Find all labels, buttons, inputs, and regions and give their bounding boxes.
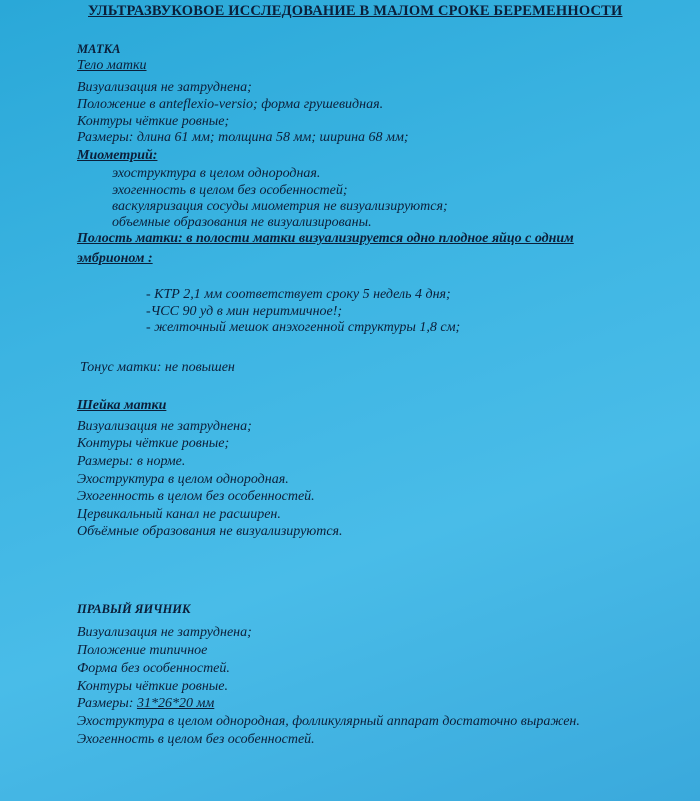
right-ovary-line: Положение типичное (77, 643, 208, 658)
uterus-body-heading: Тело матки (77, 58, 147, 73)
uterus-contours: Контуры чёткие ровные; (77, 114, 230, 129)
right-ovary-heading: ПРАВЫЙ ЯИЧНИК (77, 602, 191, 616)
uterus-position: Положение в anteflexio-versio; форма грушевидная. (77, 97, 384, 112)
cervix-line: Эхоструктура в целом однородная. (77, 472, 289, 487)
right-ovary-line: Форма без особенностей. (77, 661, 230, 676)
uterine-tone: Тонус матки: не повышен (80, 360, 235, 375)
myometrium-line: васкуляризация сосуды миометрия не визуализируются; (112, 199, 448, 214)
uterine-cavity-line-1: Полость матки: в полости матки визуализируется одно плодное яйцо с одним (77, 231, 574, 246)
uterus-heading: МАТКА (77, 42, 121, 56)
right-ovary-line: Контуры чёткие ровные. (77, 679, 228, 694)
right-ovary-line: Визуализация не затруднена; (77, 625, 252, 640)
right-ovary-size (77, 696, 214, 712)
cervix-line: Цервикальный канал не расширен. (77, 507, 281, 522)
right-ovary-size-label: Размеры: (77, 696, 137, 711)
uterine-cavity-line-2: эмбрионом : (77, 251, 153, 266)
myometrium-line: эхогенность в целом без особенностей; (112, 183, 348, 198)
uterus-visualization: Визуализация не затруднена; (77, 80, 252, 95)
cervix-line: Эхогенность в целом без особенностей. (77, 489, 315, 504)
right-ovary-line: Эхоструктура в целом однородная, фолликулярный аппарат достаточно выражен. (77, 714, 580, 729)
myometrium-line: эхоструктура в целом однородная. (112, 166, 321, 181)
cervix-line: Объёмные образования не визуализируются. (77, 524, 343, 539)
myometrium-heading: Миометрий: (77, 148, 158, 163)
embryo-line: -ЧСС 90 уд в мин неритмичное!; (146, 304, 343, 319)
embryo-line: - желточный мешок анэхогенной структуры 1,8 см; (146, 320, 461, 335)
right-ovary-line: Эхогенность в целом без особенностей. (77, 732, 315, 747)
myometrium-line: объемные образования не визуализированы. (112, 215, 372, 230)
uterus-dimensions: Размеры: длина 61 мм; толщина 58 мм; ширина 68 мм; (77, 130, 409, 145)
cervix-line: Размеры: в норме. (77, 454, 186, 469)
cervix-heading: Шейка матки (77, 398, 167, 413)
cervix-line: Контуры чёткие ровные; (77, 436, 230, 451)
embryo-line: - КТР 2,1 мм соответствует сроку 5 недель 4 дня; (146, 287, 451, 302)
right-ovary-size-value: 31*26*20 мм (136, 696, 215, 711)
report-title: УЛЬТРАЗВУКОВОЕ ИССЛЕДОВАНИЕ В МАЛОМ СРОКЕ БЕРЕМЕННОСТИ (88, 3, 623, 19)
cervix-line: Визуализация не затруднена; (77, 419, 252, 434)
